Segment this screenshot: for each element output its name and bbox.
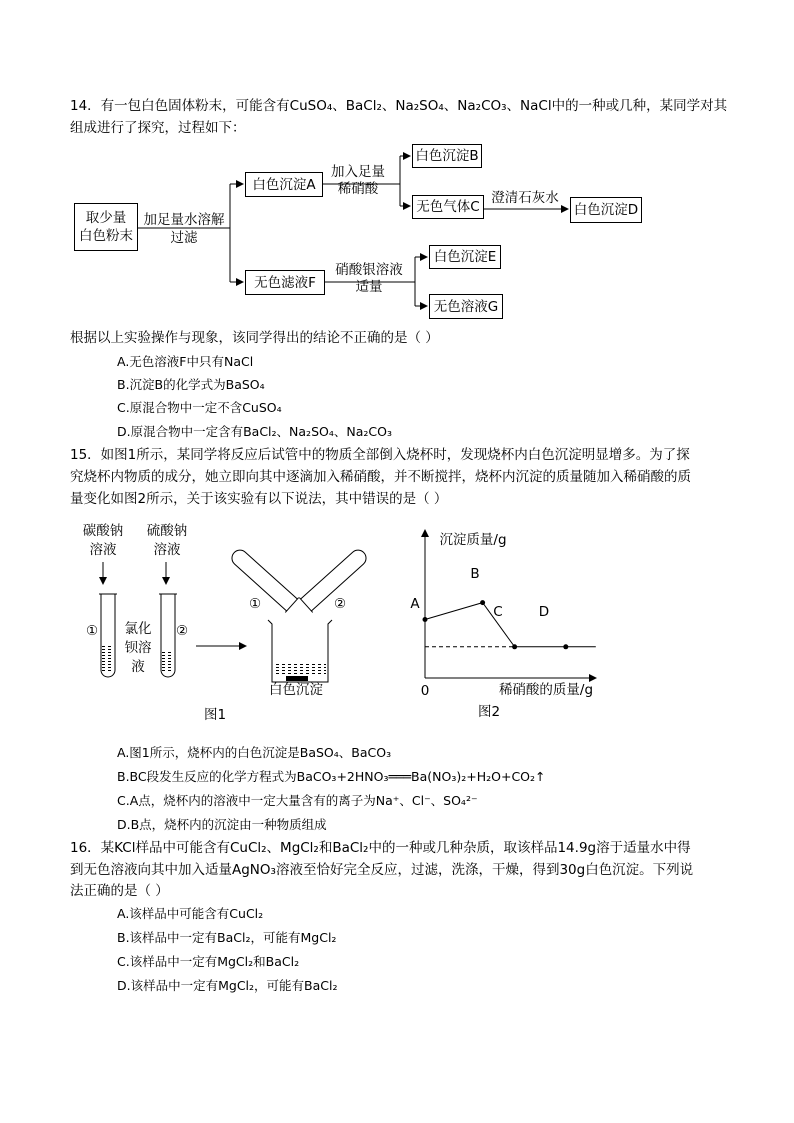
- fig2-point-b-label: B: [470, 566, 480, 582]
- fig1-pour-mark2: ②: [333, 596, 347, 612]
- flow-step4-label: 硝酸银溶液 适量: [335, 262, 403, 295]
- fig1-precipitate-label: 白色沉淀: [269, 682, 323, 698]
- flow-step3-label: 澄清石灰水: [491, 190, 559, 206]
- fig2-data-line: [425, 603, 596, 647]
- q15-option-b: B.BC段发生反应的化学方程式为BaCO₃+2HNO₃═══Ba(NO₃)₂+H₂O+CO₂↑: [117, 769, 546, 784]
- fig2-xlabel: 稀硝酸的质量/g: [498, 682, 594, 698]
- q16-stem-line1: 16．某KCl样品中可能含有CuCl₂、MgCl₂和BaCl₂中的一种或几种杂质，取该样品14.9g溶于适量水中得: [70, 840, 691, 856]
- q14-stem-line1: 14．有一包白色固体粉末，可能含有CuSO₄、BaCl₂、Na₂SO₄、Na₂CO₃、NaCl中的一种或几种，某同学对其: [70, 98, 728, 114]
- q15-stem-line2: 究烧杯内物质的成分，她立即向其中逐滴加入稀硝酸，并不断搅拌，烧杯内沉淀的质量随加入稀硝酸的质: [70, 469, 691, 485]
- fig1-pour-mark1: ①: [248, 596, 262, 612]
- fig1-reagent1: 碳酸钠 溶液: [82, 523, 124, 558]
- q15-stem-line3: 量变化如图2所示，关于该实验有以下说法，其中错误的是（ ）: [70, 491, 448, 507]
- flow-ppt-d: 白色沉淀D: [570, 197, 642, 223]
- flow-step2-label: 加入足量 稀硝酸: [331, 164, 385, 197]
- fig2-point-c-label: C: [493, 604, 503, 620]
- flow-start-box: 取少量 白色粉末: [74, 203, 138, 251]
- fig1-tube-mark1: ①: [85, 623, 99, 639]
- flow-ppt-a: 白色沉淀A: [245, 172, 323, 197]
- fig2-origin: 0: [420, 683, 430, 699]
- q14-question: 根据以上实验操作与现象，该同学得出的结论不正确的是（ ）: [70, 330, 439, 346]
- flow-step1-label: 加足量水溶解 过滤: [143, 212, 225, 246]
- q15-stem-line1: 15．如图1所示，某同学将反应后试管中的物质全部倒入烧杯时，发现烧杯内白色沉淀明显增多。为了探: [70, 447, 690, 463]
- q15-option-a: A.图1所示，烧杯内的白色沉淀是BaSO₄、BaCO₃: [117, 745, 392, 760]
- flow-ppt-b: 白色沉淀B: [412, 144, 482, 168]
- fig2-point-a: [423, 617, 428, 622]
- q16-stem-line3: 法正确的是（ ）: [70, 883, 169, 899]
- fig2-point-d-label: D: [538, 604, 550, 620]
- fig1-reagent2: 硫酸钠 溶液: [146, 523, 188, 558]
- fig2-point-c: [512, 644, 517, 649]
- q16-option-d: D.该样品中一定有MgCl₂，可能有BaCl₂: [117, 978, 338, 993]
- flow-filtrate-f: 无色滤液F: [245, 270, 325, 295]
- q15-option-c: C.A点，烧杯内的溶液中一定大量含有的离子为Na⁺、Cl⁻、SO₄²⁻: [117, 793, 478, 808]
- q14-option-c: C.原混合物中一定不含CuSO₄: [117, 400, 282, 415]
- q14-stem-line2: 组成进行了探究，过程如下：: [70, 120, 246, 136]
- fig2-caption: 图2: [477, 704, 501, 720]
- fig2-point-a-label: A: [410, 596, 420, 612]
- flow-sol-g: 无色溶液G: [429, 294, 503, 319]
- fig2-point-b: [480, 600, 485, 605]
- q16-option-b: B.该样品中一定有BaCl₂，可能有MgCl₂: [117, 930, 337, 945]
- fig1-caption: 图1: [203, 707, 227, 723]
- q16-stem-line2: 到无色溶液向其中加入适量AgNO₃溶液至恰好完全反应，过滤，洗涤，干燥，得到30g白色沉淀。下列说: [70, 862, 694, 878]
- q14-option-a: A.无色溶液F中只有NaCl: [117, 354, 254, 369]
- flow-ppt-e: 白色沉淀E: [429, 245, 501, 269]
- q14-option-d: D.原混合物中一定含有BaCl₂、Na₂SO₄、Na₂CO₃: [117, 424, 392, 439]
- fig2-point-d: [563, 644, 568, 649]
- q14-option-b: B.沉淀B的化学式为BaSO₄: [117, 377, 265, 392]
- fig1-bacl2-label: 氯化 钡溶 液: [124, 621, 152, 675]
- flow-gas-c: 无色气体C: [412, 195, 484, 219]
- fig2-ylabel: 沉淀质量/g: [439, 532, 507, 548]
- q15-option-d: D.B点，烧杯内的沉淀由一种物质组成: [117, 817, 327, 832]
- q16-option-c: C.该样品中一定有MgCl₂和BaCl₂: [117, 954, 300, 969]
- fig1-tube-mark2: ②: [175, 623, 189, 639]
- q16-option-a: A.该样品中可能含有CuCl₂: [117, 906, 264, 921]
